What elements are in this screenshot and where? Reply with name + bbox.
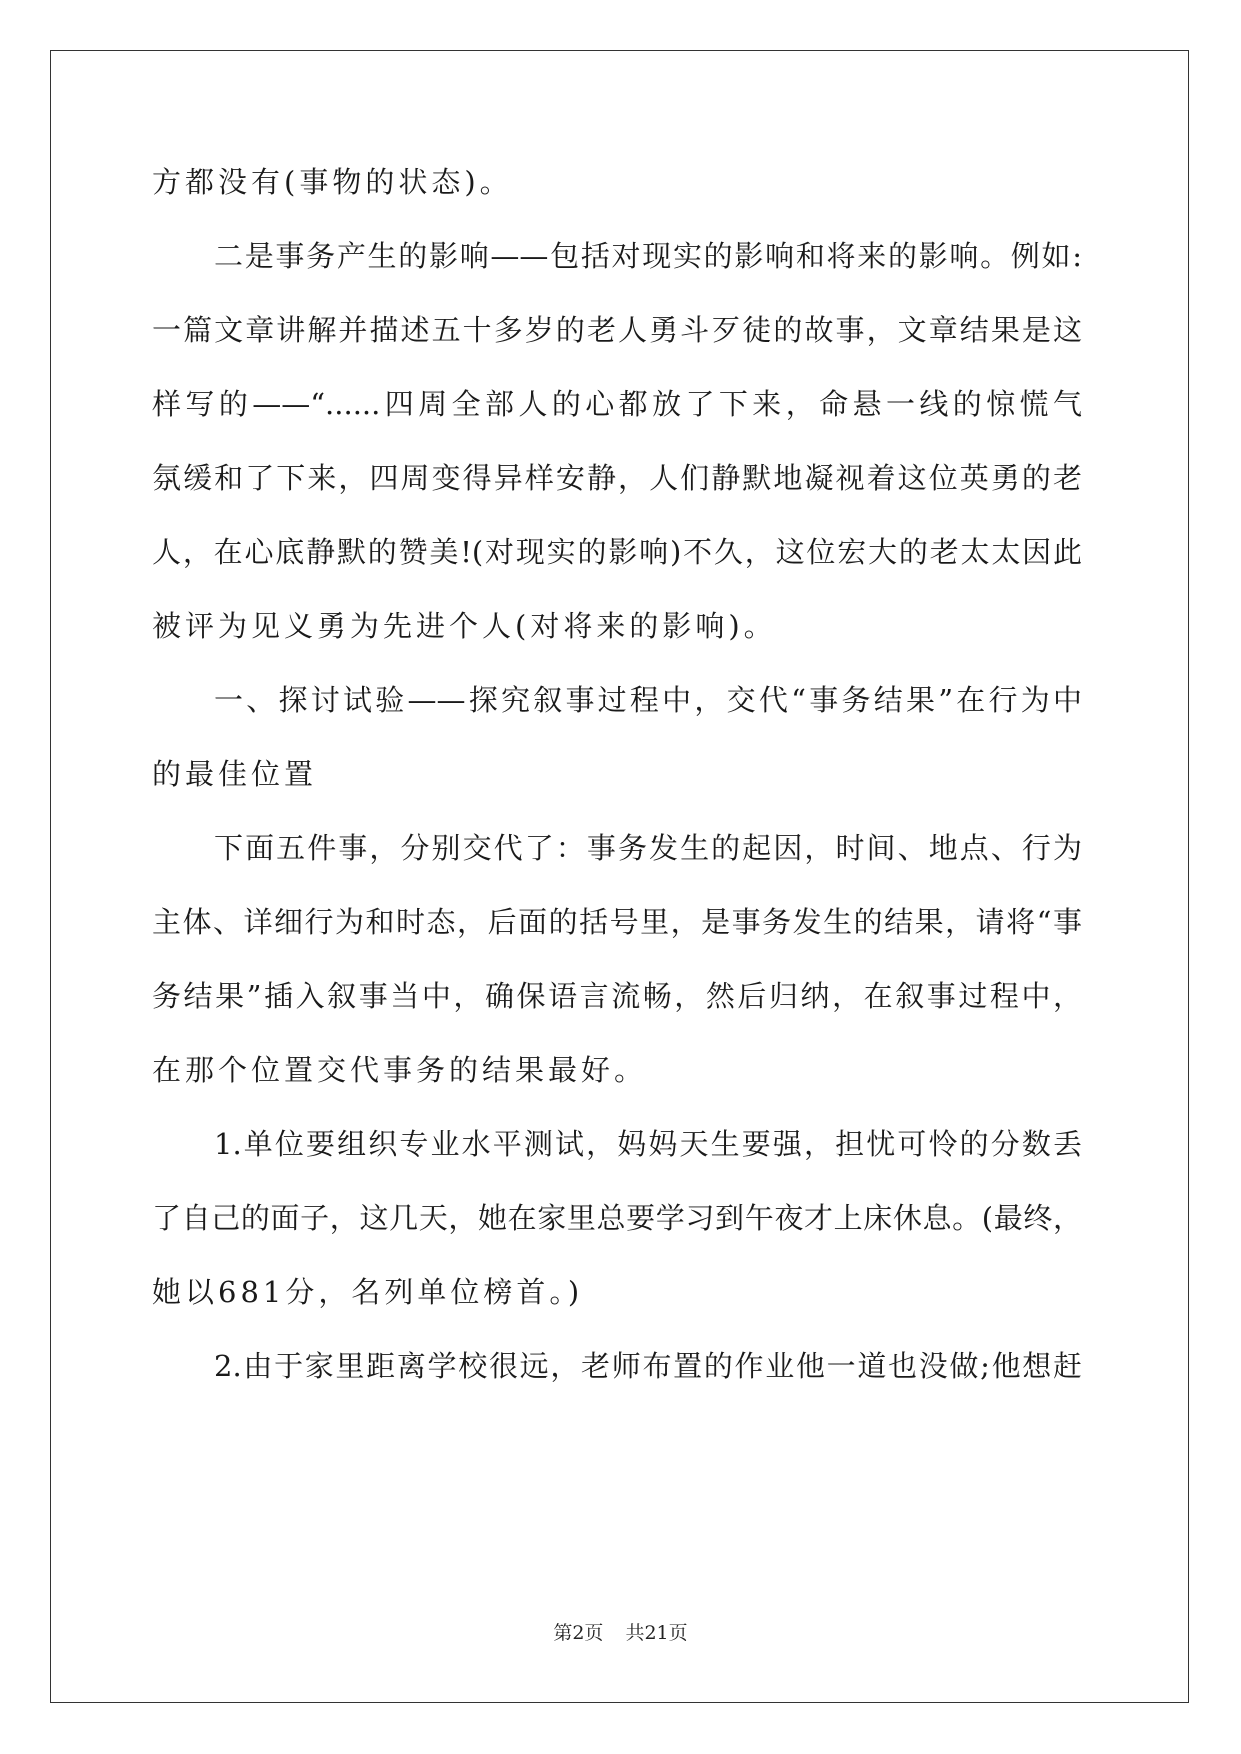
page-footer xyxy=(0,1621,1241,1645)
page-number: 第2页 xyxy=(553,1622,604,1644)
page-total: 共21页 xyxy=(625,1622,688,1644)
list-item: 她以681分，名列单位榜首。) xyxy=(152,1275,584,1309)
list-item: 1.单位要组织专业水平测试，妈妈天生要强，担忧可怜的分数丢 xyxy=(214,1127,1082,1161)
text-line: 被评为见义勇为先进个人(对将来的影响)。 xyxy=(152,609,777,643)
text-line: 方都没有(事物的状态)。 xyxy=(152,165,513,199)
section-heading: 的最佳位置 xyxy=(152,757,318,791)
page-border xyxy=(50,50,1189,1703)
text-line: 务结果”插入叙事当中，确保语言流畅，然后归纳，在叙事过程中， xyxy=(152,979,1082,1013)
text-line: 人，在心底静默的赞美!(对现实的影响)不久，这位宏大的老太太因此 xyxy=(152,535,1082,569)
text-line: 氛缓和了下来，四周变得异样安静，人们静默地凝视着这位英勇的老 xyxy=(152,461,1082,495)
text-line: 样写的——“......四周全部人的心都放了下来，命悬一线的惊慌气 xyxy=(152,387,1082,421)
list-item: 了自己的面子，这几天，她在家里总要学习到午夜才上床休息。(最终， xyxy=(152,1201,1082,1235)
text-line: 二是事务产生的影响——包括对现实的影响和将来的影响。例如: xyxy=(214,239,1082,273)
text-line: 在那个位置交代事务的结果最好。 xyxy=(152,1053,648,1087)
section-heading: 一、探讨试验——探究叙事过程中，交代“事务结果”在行为中 xyxy=(214,683,1082,717)
text-line: 主体、详细行为和时态，后面的括号里，是事务发生的结果，请将“事 xyxy=(152,905,1082,939)
text-line: 下面五件事，分别交代了：事务发生的起因，时间、地点、行为 xyxy=(214,831,1082,865)
list-item: 2.由于家里距离学校很远，老师布置的作业他一道也没做;他想赶 xyxy=(214,1349,1082,1383)
text-line: 一篇文章讲解并描述五十多岁的老人勇斗歹徒的故事，文章结果是这 xyxy=(152,313,1082,347)
